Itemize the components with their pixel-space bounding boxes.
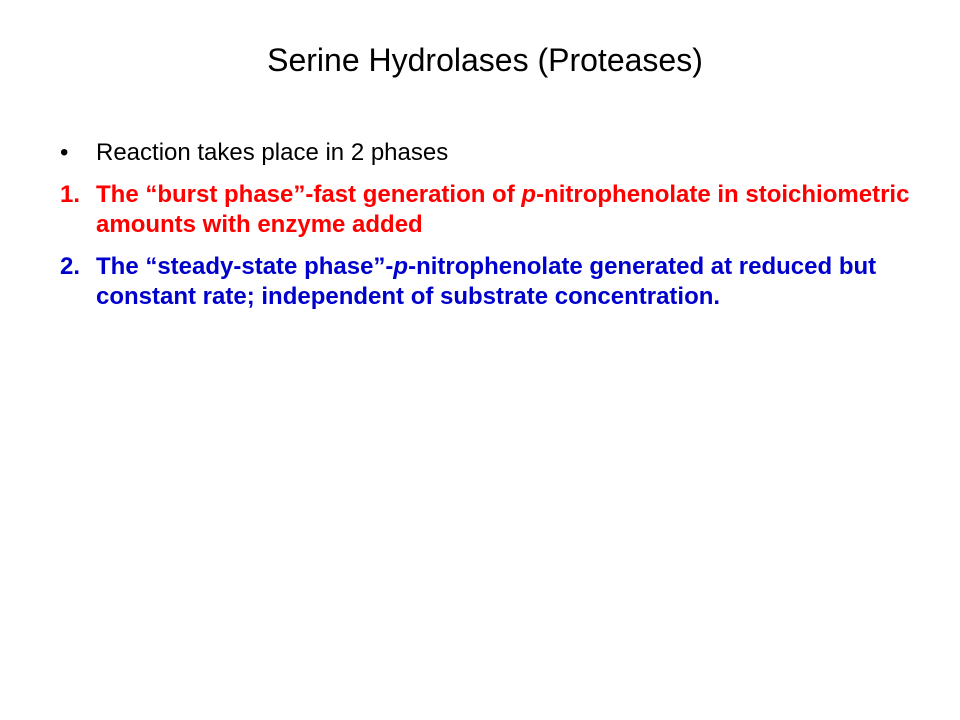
item-number-2: 2. [60, 253, 81, 280]
numbered-item-1 [60, 180, 910, 240]
numbered-item-2 [60, 252, 910, 312]
bullet-marker: • [60, 139, 69, 166]
item-1-text-start: The “burst phase”-fast generation of [96, 181, 522, 208]
item-2-text-start: The “steady-state phase”- [96, 253, 394, 280]
item-number-1: 1. [60, 181, 81, 208]
item-1-text-end: -nitrophenolate in stoichiometric amounts with enzyme added [96, 181, 910, 238]
item-2-text-end: -nitrophenolate generated at reduced but constant rate; independent of substrate concentration. [96, 253, 877, 310]
slide-body [60, 138, 910, 324]
bullet-item [60, 138, 910, 168]
bullet-text: Reaction takes place in 2 phases [96, 139, 449, 166]
item-1-italic-p: p [521, 181, 537, 208]
slide-title: Serine Hydrolases (Proteases) [267, 42, 703, 78]
item-2-italic-p: p [393, 253, 409, 280]
